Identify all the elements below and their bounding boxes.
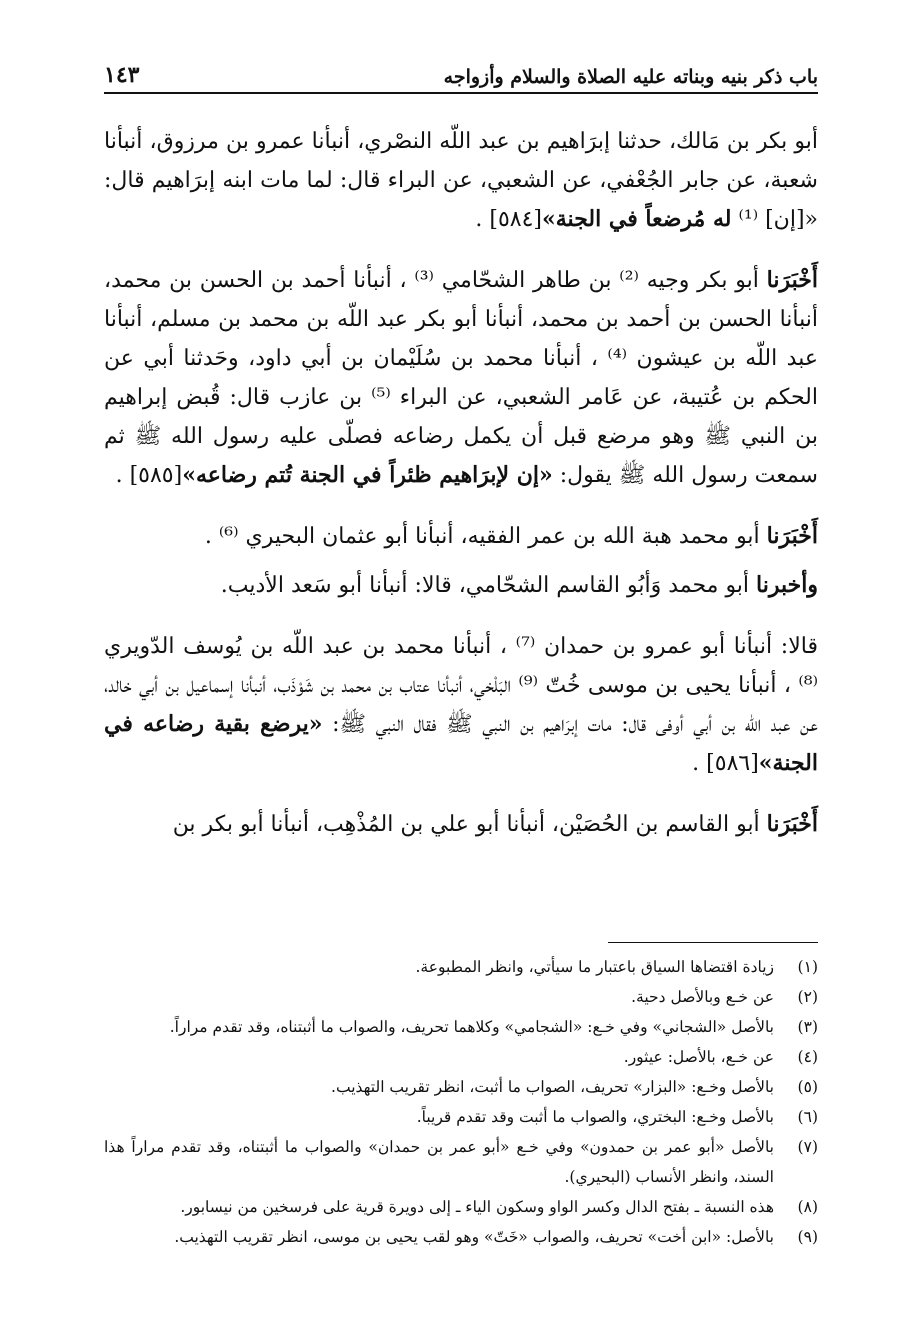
footnote-number: (١) (797, 958, 818, 976)
footnote (104, 1042, 818, 1072)
hadith-number: [٥٨٦] . (692, 751, 759, 776)
footnote-text: عن خـع، بالأصل: عيثور. (623, 1048, 774, 1066)
paragraph (104, 122, 818, 239)
paragraph-text: أبو محمد هبة الله بن عمر الفقيه، أنبأنا أبو عثمان البحيري ⁽⁶⁾ . (204, 524, 767, 549)
paragraph-text: أبو بكر بن مَالك، حدثنا إبرَاهيم بن عبد اللّه النصْري، أنبأنا عمرو بن مرزوق، أنبأنا شعبة، عن جابر الجُعْفي، عن الشعبي، عن البراء قال: لما مات ابنه إبرَاهيم قال: «[إن] ⁽¹⁾ (104, 129, 818, 232)
footnote (104, 1132, 818, 1192)
footnotes-list (104, 952, 818, 1252)
footnote-text: هذه النسبة ـ بفتح الدال وكسر الواو وسكون الياء ـ إلى دويرة قرية على فرسخين من نيسابور. (180, 1198, 774, 1216)
isnad-lead: أَخْبَرَنا (766, 811, 818, 837)
paragraph-text: أبو بكر وجيه ⁽²⁾ بن طاهر الشحّامي ⁽³⁾ ، أنبأنا أحمد بن الحسن بن محمد، أنبأنا الحسن بن أحمد بن محمد، أنبأنا أبو بكر عبد اللّه بن محمد بن مسلم، أنبأنا عبد اللّه بن عيشون ⁽⁴⁾ ، أنبأنا محمد بن سُلَيْمان بن أبي داود، وحَدثنا أبي عن الحكم بن عُتيبة، عن عَامر الشعبي، عن البراء ⁽⁵⁾ بن عازب قال: قُبض إبراهيم بن النبي ﷺ وهو مرضع قبل أن يكمل رضاعه فصلّى عليه رسول الله ﷺ ثم سمعت رسول الله ﷺ يقول: (104, 268, 818, 488)
footnote-number: (٨) (797, 1198, 818, 1216)
footnote-number: (٢) (797, 988, 818, 1006)
hadith-quote: له مُرضعاً في الجنة» (542, 206, 732, 232)
footnote-text: بالأصل «الشجاني» وفي خـع: «الشجامي» وكلاهما تحريف، والصواب ما أثبتناه، وقد تقدم مراراً. (169, 1018, 774, 1036)
paragraph (104, 566, 818, 605)
paragraph-text: أبو محمد وَأبُو القاسم الشحّامي، قالا: أنبأنا أبو سَعد الأديب. (220, 573, 757, 598)
footnote-number: (٦) (797, 1108, 818, 1126)
footnote (104, 1222, 818, 1252)
footnote-divider (608, 942, 818, 943)
footnote-text: بالأصل وخـع: «البزار» تحريف، الصواب ما أثبت، انظر تقريب التهذيب. (331, 1078, 774, 1096)
footnote (104, 982, 818, 1012)
chapter-title: باب ذكر بنيه وبناته عليه الصلاة والسلام وأزواجه (443, 66, 818, 88)
footnote-text: بالأصل «أبو عمر بن حمدون» وفي خـع «أبو عمر بن حمدان» والصواب ما أثبتناه، وقد تقدم مراراً هذا السند، وانظر الأنساب (البحيري). (104, 1138, 774, 1186)
footnote-text: بالأصل وخـع: البختري، والصواب ما أثبت وقد تقدم قريباً. (416, 1108, 774, 1126)
footnote-number: (٧) (797, 1138, 818, 1156)
hadith-quote: «يرضع بقية رضاعه في الجنة» (104, 711, 818, 776)
footnote-number: (٣) (797, 1018, 818, 1036)
footnote (104, 952, 818, 982)
hadith-number: [٥٨٤] . (475, 207, 543, 232)
footnote-text: بالأصل: «ابن أخت» تحريف، والصواب «خَتّ» وهو لقب يحيى بن موسى، انظر تقريب التهذيب. (174, 1228, 774, 1246)
footnote (104, 1192, 818, 1222)
footnote (104, 1012, 818, 1042)
isnad-lead: أَخْبَرَنا (766, 267, 818, 293)
paragraph-text: أبو القاسم بن الحُصَيْن، أنبأنا أبو علي بن المُذْهِب، أنبأنا أبو بكر بن (172, 812, 767, 837)
footnote-number: (٥) (797, 1078, 818, 1096)
page-number: ١٤٣ (104, 62, 140, 88)
main-text (104, 122, 818, 866)
paragraph-text: قالا: أنبأنا أبو عمرو بن حمدان ⁽⁷⁾ ، أنبأنا محمد بن عبد اللّه بن يُوسف الدّويري ⁽⁸⁾ ، أنبأنا يحيى بن موسى خُتّ ⁽⁹⁾ البَلْخي، أنبأنا عتاب بن محمد بن شَوْذَب، أنبأنا إسماعيل بن أبي خالد، عن عبد اللّه بن أبي أوفى قال: مات إبرَاهيم بن النبي ﷺ فقال النبي ﷺ: (104, 634, 818, 737)
footnote (104, 1102, 818, 1132)
running-header (104, 54, 818, 94)
isnad-lead: وأخبرنا (756, 572, 818, 598)
paragraph (104, 261, 818, 495)
footnote (104, 1072, 818, 1102)
footnote-number: (٩) (797, 1228, 818, 1246)
footnote-text: زيادة اقتضاها السياق باعتبار ما سيأتي، وانظر المطبوعة. (415, 958, 774, 976)
hadith-number: [٥٨٥] . (115, 463, 183, 488)
hadith-quote: «إن لإبرَاهيم ظئراً في الجنة تُتم رضاعه» (182, 462, 553, 488)
paragraph (104, 627, 818, 783)
paragraph (104, 517, 818, 556)
isnad-lead: أَخْبَرَنا (766, 523, 818, 549)
footnote-number: (٤) (797, 1048, 818, 1066)
paragraph (104, 805, 818, 844)
footnote-text: عن خـع وبالأصل دحية. (631, 988, 774, 1006)
